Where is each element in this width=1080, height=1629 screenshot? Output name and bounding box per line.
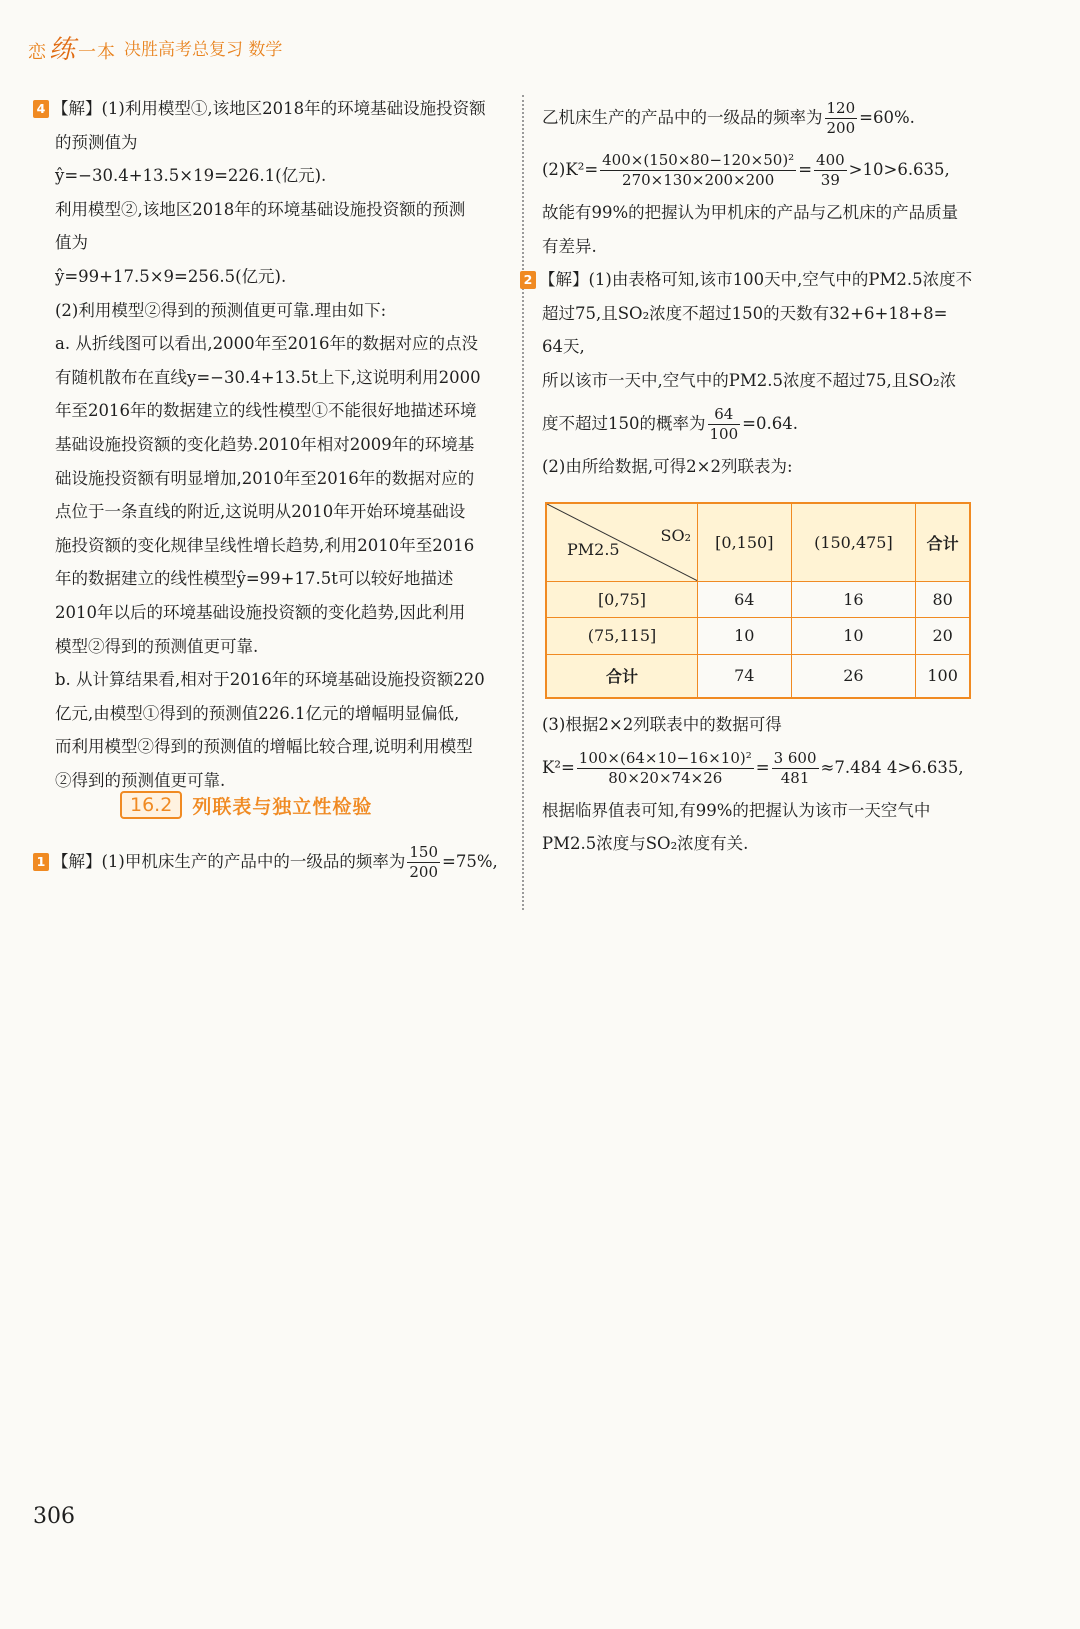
solution-line: 根据临界值表可知,有99%的把握认为该市一天空气中: [542, 800, 931, 820]
solution-line: 度不超过150的概率为 $\frac{64}{100}$ =0.64.: [542, 404, 798, 443]
q4-line: ŷ=99+17.5×9=256.5(亿元).: [55, 266, 287, 286]
q4-line: a. 从折线图可以看出,2000年至2016年的数据对应的点没: [55, 334, 479, 354]
fraction: $\frac{150}{200}$: [409, 843, 439, 881]
table-row-label: 合计: [546, 654, 698, 698]
table-cell: 74: [698, 654, 792, 698]
k2-formula-line: K²= $\frac{\text{100×(64×10−16×10)²}}{80\times 20\times 74\times 26}$ = $\frac{3 600}{481}$ ≈7.484 4>6.635,: [542, 748, 964, 787]
table-row-label: (75,115]: [546, 618, 698, 655]
q4-line: ②得到的预测值更可靠.: [55, 770, 226, 790]
q4-line: 的预测值为: [55, 132, 138, 152]
table-row: [546, 654, 970, 698]
q4-line: 基础设施投资额的变化趋势.2010年相对2009年的环境基: [55, 434, 475, 454]
solution-line: 超过75,且SO₂浓度不超过150的天数有32+6+18+8=: [542, 303, 948, 323]
corner-bottom-label: PM2.5: [567, 539, 620, 559]
q2-line: 2 【解】(1)由表格可知,该市100天中,空气中的PM2.5浓度不: [520, 263, 1017, 297]
table-row-label: [0,75]: [546, 581, 698, 618]
solution-line: 有差异.: [542, 236, 597, 256]
fraction: $\frac{64}{100}$: [709, 404, 739, 443]
table-header-row: [546, 503, 970, 581]
section-heading: [120, 791, 372, 819]
q4-line: 模型②得到的预测值更可靠.: [55, 636, 259, 656]
solution-line: 64天,: [542, 337, 585, 357]
page-number: 306: [33, 1504, 75, 1529]
right-column-continued: [542, 708, 1017, 861]
table-row: [546, 618, 970, 655]
corner-top-label: SO₂: [660, 526, 691, 545]
q4-line: 施投资额的变化规律呈线性增长趋势,利用2010年至2016: [55, 535, 475, 555]
right-column: [523, 92, 1017, 483]
q4-line: (2)利用模型②得到的预测值更可靠.理由如下:: [55, 300, 387, 320]
solution-line: 故能有99%的把握认为甲机床的产品与乙机床的产品质量: [542, 203, 959, 222]
fraction: $\frac{\text{400×(150×80−120×50)²}}{270\times 130\times 200\times 200}$: [602, 151, 795, 189]
q2-number-badge: 2: [520, 271, 536, 289]
q4-line: 础设施投资额有明显增加,2010年至2016年的数据对应的: [55, 468, 475, 488]
solution-line: (2)由所给数据,可得2×2列联表为:: [542, 456, 793, 476]
table-cell: 20: [916, 618, 970, 655]
table-row: [546, 581, 970, 618]
q4-line: 点位于一条直线的附近,这说明从2010年开始环境基础设: [55, 502, 466, 522]
table-corner-cell: [546, 503, 698, 581]
table-cell: 100: [916, 654, 970, 698]
contingency-table: [545, 502, 971, 699]
fraction: $\frac{400}{39}$: [816, 151, 845, 189]
solution-line: 所以该市一天中,空气中的PM2.5浓度不超过75,且SO₂浓: [542, 370, 957, 390]
fraction: $\frac{120}{200}$: [826, 99, 856, 137]
table-cell: 10: [698, 618, 792, 655]
table-cell: 64: [698, 581, 792, 618]
q4-line: 值为: [55, 233, 88, 253]
book-subtitle: 决胜高考总复习 数学: [124, 39, 283, 60]
q4-line: b. 从计算结果看,相对于2016年的环境基础设施投资额220: [55, 670, 485, 690]
table-cell: 16: [791, 581, 916, 618]
q4-line: 年的数据建立的线性模型ŷ=99+17.5t可以较好地描述: [55, 569, 454, 589]
column-divider: [522, 95, 524, 910]
table-cell: 80: [916, 581, 970, 618]
k2-formula-line: (2)K²= $\frac{\text{400×(150×80−120×50)²}}{270\times 130\times 200\times 200}$ = $\frac{400}{39}$ >10>6.635,: [542, 151, 950, 189]
fraction: $\frac{\text{100×(64×10−16×10)²}}{80\times 20\times 74\times 26}$: [578, 748, 752, 787]
q4-line: 4 【解】(1)利用模型①,该地区2018年的环境基础设施投资额: [33, 92, 511, 126]
q4-line: 亿元,由模型①得到的预测值226.1亿元的增幅明显偏低,: [55, 703, 460, 723]
q4-number-badge: 4: [33, 100, 49, 118]
table-header-cell: 合计: [916, 503, 970, 581]
q4-line: 有随机散布在直线y=−30.4+13.5t上下,这说明利用2000: [55, 367, 481, 387]
running-header: [28, 30, 282, 64]
q4-line: 而利用模型②得到的预测值的增幅比较合理,说明利用模型: [55, 737, 473, 757]
section-title: 列联表与独立性检验: [192, 795, 373, 818]
solution-line: PM2.5浓度与SO₂浓度有关.: [542, 834, 749, 854]
table-header-cell: [0,150]: [698, 503, 792, 581]
table-cell: 26: [791, 654, 916, 698]
brand-logo: 恋练 一本: [28, 34, 117, 65]
section-number: 16.2: [120, 791, 182, 819]
q4-line: 2010年以后的环境基础设施投资额的变化趋势,因此利用: [55, 602, 466, 622]
left-column: [33, 92, 511, 797]
table-header-cell: (150,475]: [791, 503, 916, 581]
q1-block: [33, 836, 511, 888]
q4-line: 利用模型②,该地区2018年的环境基础设施投资额的预测: [55, 199, 466, 219]
solution-line: 乙机床生产的产品中的一级品的频率为 $\frac{120}{200}$ =60%.: [542, 99, 915, 137]
q4-line: 年至2016年的数据建立的线性模型①不能很好地描述环境: [55, 401, 477, 421]
solution-line: (3)根据2×2列联表中的数据可得: [542, 715, 782, 734]
table-cell: 10: [791, 618, 916, 655]
fraction: $\frac{3 600}{481}$: [773, 748, 817, 787]
q4-line: ŷ=−30.4+13.5×19=226.1(亿元).: [55, 166, 327, 186]
q1-line: 1 【解】(1)甲机床生产的产品中的一级品的频率为 $\frac{150}{200}$ =75%,: [33, 836, 511, 888]
q1-number-badge: 1: [33, 853, 49, 871]
